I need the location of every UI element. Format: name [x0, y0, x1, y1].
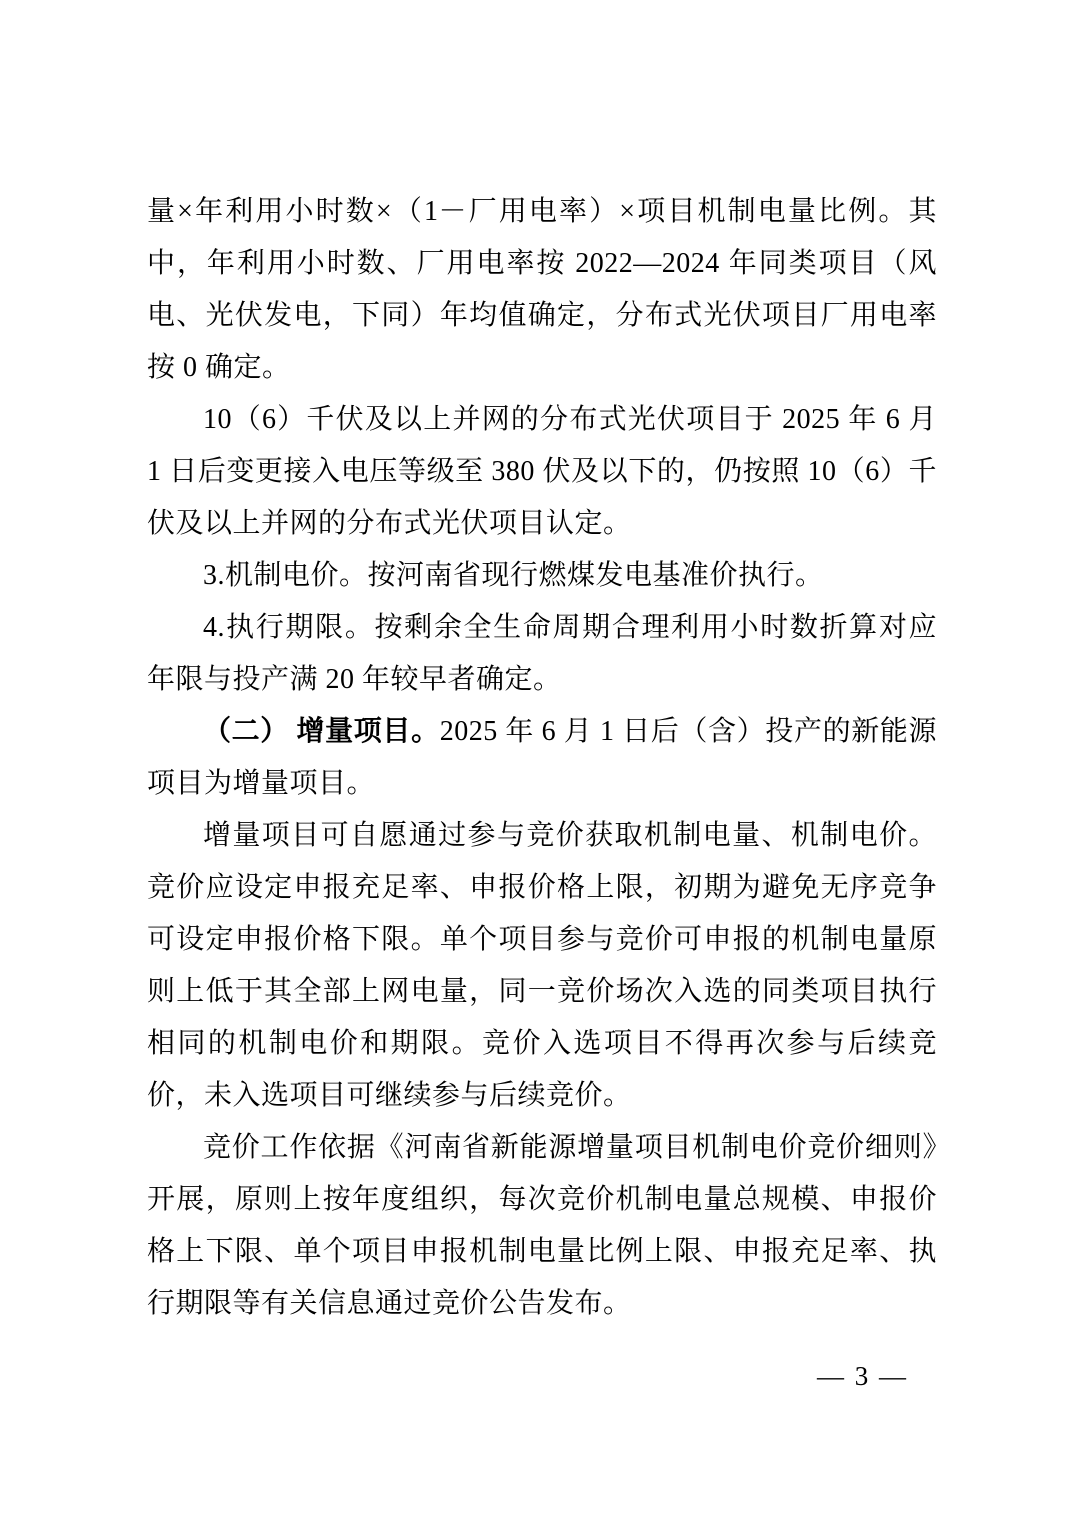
paragraph: 3.机制电价。按河南省现行燃煤发电基准价执行。: [203, 560, 824, 591]
page-number: — 3 —: [817, 1361, 908, 1391]
paragraph: 10（6）千伏及以上并网的分布式光伏项目于 2025 年 6 月 1 日后变更接入电压等级至 380 伏及以下的，仍按照 10（6）千伏及以上并网的分布式光伏项目认定。: [147, 404, 937, 539]
paragraph: （二） 增量项目。2025 年 6 月 1 日后（含）投产的新能源项目为增量项目。: [147, 716, 937, 799]
paragraph: 量×年利用小时数×（1－厂用电率）×项目机制电量比例。其中，年利用小时数、厂用电率按 2022—2024 年同类项目（风电、光伏发电，下同）年均值确定，分布式光伏项目厂用电率按 0 确定。: [147, 196, 937, 383]
paragraph: 4.执行期限。按剩余全生命周期合理利用小时数折算对应年限与投产满 20 年较早者确定。: [147, 612, 937, 695]
document-body: [147, 186, 937, 1330]
paragraph: 增量项目可自愿通过参与竞价获取机制电量、机制电价。竞价应设定申报充足率、申报价格上限，初期为避免无序竞争可设定申报价格下限。单个项目参与竞价可申报的机制电量原则上低于其全部上网电量，同一竞价场次入选的同类项目执行相同的机制电价和期限。竞价入选项目不得再次参与后续竞价，未入选项目可继续参与后续竞价。: [147, 820, 937, 1111]
paragraph-lead-bold: （二） 增量项目。: [203, 716, 440, 747]
paragraph: 竞价工作依据《河南省新能源增量项目机制电价竞价细则》开展，原则上按年度组织，每次竞价机制电量总规模、申报价格上下限、单个项目申报机制电量比例上限、申报充足率、执行期限等有关信息通过竞价公告发布。: [147, 1132, 937, 1319]
